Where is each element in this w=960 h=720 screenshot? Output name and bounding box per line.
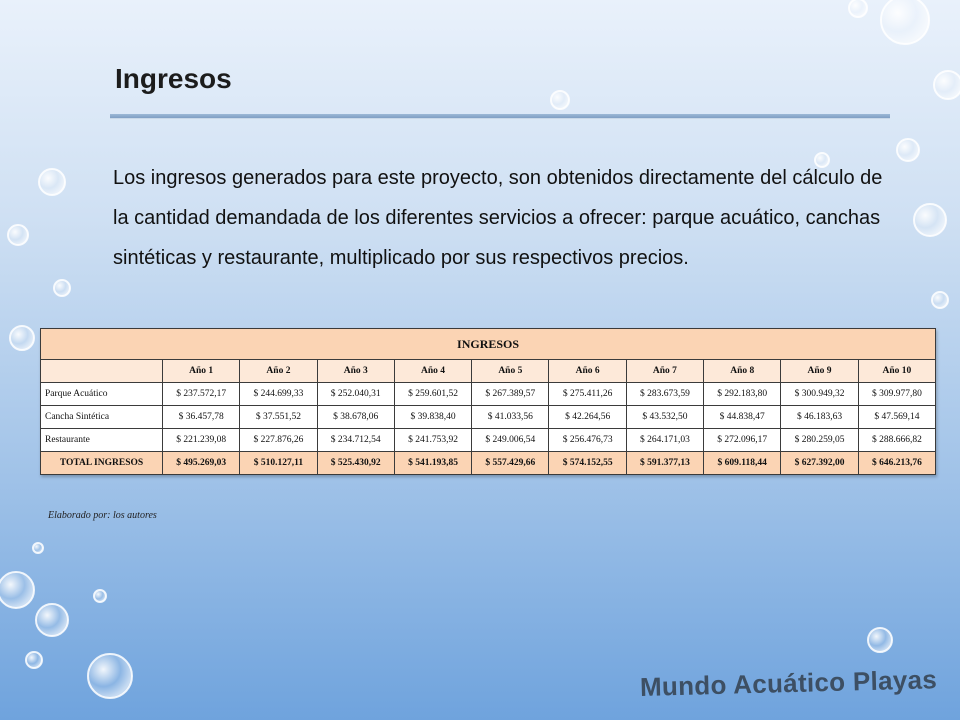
total-cell: $ 541.193,85 — [394, 452, 471, 475]
description-paragraph: Los ingresos generados para este proyecto, son obtenidos directamente del cálculo de la cantidad demandada de los diferentes servicios a ofrecer: parque acuático, canchas sintéticas y restaurante, multiplicado por sus respectivos precios. — [113, 167, 883, 269]
table-row — [41, 383, 936, 406]
year-header: Año 6 — [549, 360, 626, 383]
title-underline — [110, 114, 890, 119]
table-cell: $ 288.666,82 — [858, 429, 935, 452]
table-cell: $ 264.171,03 — [626, 429, 703, 452]
brand-logo-text: Mundo Acuático Playas — [639, 664, 938, 702]
table-cell: $ 280.259,05 — [781, 429, 858, 452]
year-header: Año 3 — [317, 360, 394, 383]
table-cell: $ 309.977,80 — [858, 383, 935, 406]
table-cell: $ 46.183,63 — [781, 406, 858, 429]
year-header: Año 4 — [394, 360, 471, 383]
table-cell: $ 44.838,47 — [704, 406, 781, 429]
total-cell: $ 557.429,66 — [472, 452, 549, 475]
table-cell: $ 272.096,17 — [704, 429, 781, 452]
header-empty-cell — [41, 360, 163, 383]
table-heading: INGRESOS — [41, 329, 936, 360]
year-header: Año 10 — [858, 360, 935, 383]
total-cell: $ 591.377,13 — [626, 452, 703, 475]
table-heading-row — [41, 329, 936, 360]
table-cell: $ 300.949,32 — [781, 383, 858, 406]
table-cell: $ 267.389,57 — [472, 383, 549, 406]
year-header: Año 1 — [163, 360, 240, 383]
row-label: Restaurante — [41, 429, 163, 452]
year-header: Año 9 — [781, 360, 858, 383]
table-cell: $ 39.838,40 — [394, 406, 471, 429]
total-cell: $ 609.118,44 — [704, 452, 781, 475]
total-label: TOTAL INGRESOS — [41, 452, 163, 475]
total-cell: $ 510.127,11 — [240, 452, 317, 475]
total-cell: $ 495.269,03 — [163, 452, 240, 475]
year-header: Año 5 — [472, 360, 549, 383]
total-cell: $ 525.430,92 — [317, 452, 394, 475]
year-header: Año 8 — [704, 360, 781, 383]
table-cell: $ 37.551,52 — [240, 406, 317, 429]
ingresos-table — [40, 328, 936, 475]
total-cell: $ 574.152,55 — [549, 452, 626, 475]
table-cell: $ 249.006,54 — [472, 429, 549, 452]
table-row — [41, 406, 936, 429]
year-header: Año 7 — [626, 360, 703, 383]
table-cell: $ 275.411,26 — [549, 383, 626, 406]
table-cell: $ 43.532,50 — [626, 406, 703, 429]
table-cell: $ 227.876,26 — [240, 429, 317, 452]
table-cell: $ 36.457,78 — [163, 406, 240, 429]
table-cell: $ 256.476,73 — [549, 429, 626, 452]
table-cell: $ 41.033,56 — [472, 406, 549, 429]
year-header-row — [41, 360, 936, 383]
table-cell: $ 42.264,56 — [549, 406, 626, 429]
table-cell: $ 234.712,54 — [317, 429, 394, 452]
year-header: Año 2 — [240, 360, 317, 383]
table-cell: $ 244.699,33 — [240, 383, 317, 406]
table-cell: $ 292.183,80 — [704, 383, 781, 406]
total-row — [41, 452, 936, 475]
table-cell: $ 237.572,17 — [163, 383, 240, 406]
table-cell: $ 252.040,31 — [317, 383, 394, 406]
page-title: Ingresos — [115, 63, 232, 94]
total-cell: $ 627.392,00 — [781, 452, 858, 475]
table-cell: $ 47.569,14 — [858, 406, 935, 429]
row-label: Parque Acuático — [41, 383, 163, 406]
table-cell: $ 241.753,92 — [394, 429, 471, 452]
total-cell: $ 646.213,76 — [858, 452, 935, 475]
table-cell: $ 38.678,06 — [317, 406, 394, 429]
table-cell: $ 221.239,08 — [163, 429, 240, 452]
table-cell: $ 259.601,52 — [394, 383, 471, 406]
table-cell: $ 283.673,59 — [626, 383, 703, 406]
source-note: Elaborado por: los autores — [48, 510, 157, 521]
row-label: Cancha Sintética — [41, 406, 163, 429]
table-row — [41, 429, 936, 452]
